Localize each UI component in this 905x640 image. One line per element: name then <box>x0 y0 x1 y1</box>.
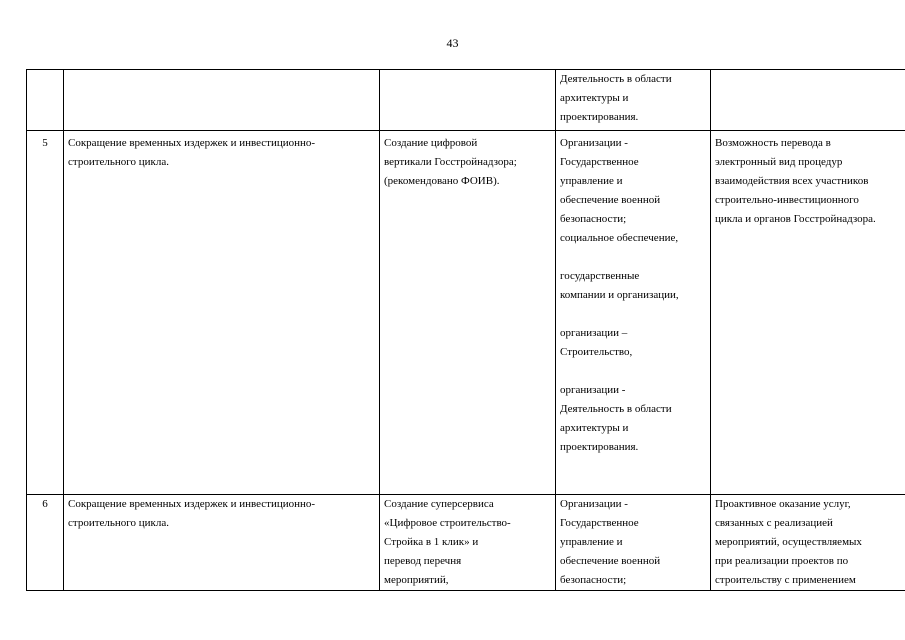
solution-cell <box>380 70 556 131</box>
result-line: строительно-инвестиционного <box>715 194 859 206</box>
paragraph-gap <box>560 305 706 324</box>
organizations-line: безопасности; <box>560 213 627 225</box>
organizations-line: Строительство, <box>560 346 633 358</box>
organizations-cell <box>556 131 711 495</box>
organizations-line: проектирования. <box>560 441 639 453</box>
result-cell <box>711 131 905 495</box>
organizations-line: проектирования. <box>560 111 639 123</box>
solution-cell <box>380 131 556 495</box>
solution-line: Создание цифровой <box>384 137 478 149</box>
task-line: строительного цикла. <box>68 156 170 168</box>
task-line: Сокращение временных издержек и инвестиционно- <box>68 498 316 510</box>
solution-cell <box>380 495 556 591</box>
result-line: Проактивное оказание услуг, <box>715 498 851 510</box>
result-line: строительству с применением <box>715 574 856 586</box>
organizations-line: обеспечение военной <box>560 555 661 567</box>
organizations-line: Деятельность в области <box>560 403 672 415</box>
result-line: Возможность перевода в <box>715 137 831 149</box>
task-cell <box>64 495 380 591</box>
result-line: мероприятий, осуществляемых <box>715 536 862 548</box>
result-line: электронный вид процедур <box>715 156 843 168</box>
paragraph-gap <box>560 248 706 267</box>
solution-line: «Цифровое строительство- <box>384 517 511 529</box>
organizations-cell <box>556 70 711 131</box>
solution-line: Создание суперсервиса <box>384 498 494 510</box>
row-number-cell: 5 <box>27 131 64 495</box>
task-line: Сокращение временных издержек и инвестиционно- <box>68 137 316 149</box>
organizations-line: управление и <box>560 536 623 548</box>
row-number-cell: 6 <box>27 495 64 591</box>
organizations-line: государственные <box>560 270 640 282</box>
organizations-line: Деятельность в области <box>560 73 672 85</box>
result-line: при реализации проектов по <box>715 555 849 567</box>
result-line: связанных с реализацией <box>715 517 833 529</box>
solution-line: Стройка в 1 клик» и <box>384 536 479 548</box>
organizations-line: организации – <box>560 327 628 339</box>
organizations-line: организации - <box>560 384 626 396</box>
result-cell <box>711 495 905 591</box>
organizations-cell <box>556 495 711 591</box>
paragraph-gap <box>560 362 706 381</box>
solution-line: мероприятий, <box>384 574 449 586</box>
organizations-line: Организации - <box>560 137 628 149</box>
result-line: взаимодействия всех участников <box>715 175 869 187</box>
organizations-line: архитектуры и <box>560 92 629 104</box>
organizations-line: социальное обеспечение, <box>560 232 679 244</box>
measures-table <box>26 69 905 591</box>
organizations-line: Государственное <box>560 156 639 168</box>
organizations-line: Организации - <box>560 498 628 510</box>
organizations-line: обеспечение военной <box>560 194 661 206</box>
task-cell <box>64 131 380 495</box>
solution-line: (рекомендовано ФОИВ). <box>384 175 500 187</box>
table-row <box>27 131 905 495</box>
organizations-line: безопасности; <box>560 574 627 586</box>
solution-line: перевод перечня <box>384 555 462 567</box>
table-row <box>27 70 905 131</box>
organizations-line: архитектуры и <box>560 422 629 434</box>
solution-line: вертикали Госстройнадзора; <box>384 156 517 168</box>
organizations-line: Государственное <box>560 517 639 529</box>
organizations-line: компании и организации, <box>560 289 679 301</box>
task-cell <box>64 70 380 131</box>
result-cell <box>711 70 905 131</box>
task-line: строительного цикла. <box>68 517 170 529</box>
result-line: цикла и органов Госстройнадзора. <box>715 213 876 225</box>
table-row <box>27 495 905 591</box>
organizations-line: управление и <box>560 175 623 187</box>
row-number-cell <box>27 70 64 131</box>
page-number: 43 <box>446 36 459 50</box>
